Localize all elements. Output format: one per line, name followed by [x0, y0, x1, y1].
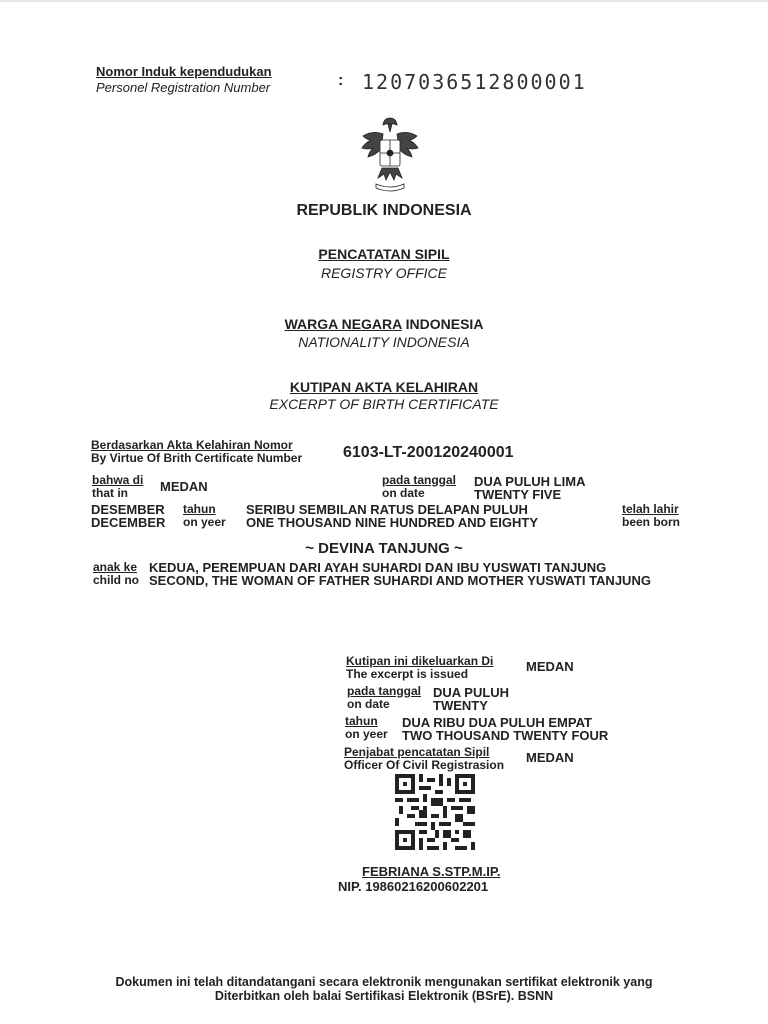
top-border	[0, 0, 768, 2]
title-republic: REPUBLIK INDONESIA	[296, 202, 472, 219]
issue-year-value-en: TWO THOUSAND TWENTY FOUR	[402, 728, 609, 743]
issue-year-value	[402, 716, 608, 742]
date-label	[382, 474, 456, 500]
month-id: DESEMBER	[91, 502, 165, 517]
born-label-en: been born	[622, 515, 681, 529]
cert-number: 6103-LT-200120240001	[343, 444, 514, 461]
signer-nip: NIP. 19860216200602201	[338, 879, 489, 894]
issue-date-label	[347, 685, 421, 711]
child-label-id: anak ke	[93, 560, 138, 574]
title-nationality-id	[0, 316, 768, 332]
date-value	[474, 475, 585, 501]
month-value	[91, 503, 165, 529]
issue-year-label	[345, 715, 388, 741]
issue-date-label-en: on date	[347, 697, 390, 711]
nik-value: 1207036512800001	[362, 70, 587, 94]
year-value-en: ONE THOUSAND NINE HUNDRED AND EIGHTY	[246, 515, 539, 530]
issue-date-value-id: DUA PULUH	[433, 685, 510, 700]
garuda-emblem-icon	[358, 112, 422, 194]
footer-line-2: Diterbitkan oleh balai Sertifikasi Elektronik (BSrE). BSNN	[214, 989, 554, 1003]
cert-label	[91, 439, 302, 465]
nationality-id-b: INDONESIA	[405, 316, 484, 332]
date-value-id: DUA PULUH LIMA	[474, 474, 586, 489]
year-label	[183, 503, 226, 529]
date-label-id: pada tanggal	[382, 473, 457, 487]
year-value-id: SERIBU SEMBILAN RATUS DELAPAN PULUH	[246, 502, 528, 517]
issue-year-label-id: tahun	[345, 714, 378, 728]
cert-label-en: By Virtue Of Brith Certificate Number	[91, 451, 303, 465]
officer-value: MEDAN	[526, 750, 574, 765]
nationality-id-a: WARGA NEGARA	[284, 316, 402, 332]
nik-colon: :	[338, 72, 344, 89]
child-label-en: child no	[93, 573, 139, 587]
year-value	[246, 503, 538, 529]
issue-date-value-en: TWENTY	[433, 698, 488, 713]
date-value-en: TWENTY FIVE	[474, 487, 562, 502]
issue-year-label-en: on yeer	[345, 727, 388, 741]
nik-label-id: Nomor Induk kependudukan	[96, 64, 272, 79]
issued-label-id: Kutipan ini dikeluarkan Di	[346, 654, 494, 668]
footer-line-1: Dokumen ini telah ditandatangani secara elektronik mengunakan sertifikat elektronik yang	[115, 975, 653, 989]
officer-label-en: Officer Of Civil Registrasion	[344, 758, 505, 772]
officer-label-id: Penjabat pencatatan Sipil	[344, 745, 490, 759]
born-label-id: telah lahir	[622, 502, 679, 516]
child-label	[93, 561, 139, 587]
cert-label-id: Berdasarkan Akta Kelahiran Nomor	[91, 438, 293, 452]
signer-name: FEBRIANA S.STP.M.IP.	[362, 864, 501, 879]
place-label-en: that in	[92, 486, 128, 500]
title-nationality-en: NATIONALITY INDONESIA	[298, 334, 470, 350]
issued-value: MEDAN	[526, 659, 574, 674]
issued-label-en: The excerpt is issued	[346, 667, 469, 681]
child-name: ~ DEVINA TANJUNG ~	[305, 540, 463, 557]
child-value	[149, 561, 651, 587]
nik-label	[96, 64, 272, 96]
year-label-en: on yeer	[183, 515, 226, 529]
year-label-id: tahun	[183, 502, 216, 516]
issued-label	[346, 655, 493, 681]
title-excerpt-id: KUTIPAN AKTA KELAHIRAN	[289, 379, 479, 395]
child-value-en: SECOND, THE WOMAN OF FATHER SUHARDI AND MOTHER YUSWATI TANJUNG	[149, 573, 651, 588]
place-label	[92, 474, 143, 500]
month-en: DECEMBER	[91, 515, 166, 530]
qr-code-icon	[395, 774, 475, 850]
title-excerpt-en: EXCERPT OF BIRTH CERTIFICATE	[269, 396, 499, 412]
issue-year-value-id: DUA RIBU DUA PULUH EMPAT	[402, 715, 592, 730]
place-value: MEDAN	[160, 479, 208, 494]
officer-label	[344, 746, 504, 772]
nik-label-en: Personel Registration Number	[96, 80, 271, 95]
issue-date-value	[433, 686, 509, 712]
child-value-id: KEDUA, PEREMPUAN DARI AYAH SUHARDI DAN IBU YUSWATI TANJUNG	[149, 560, 607, 575]
issue-date-label-id: pada tanggal	[347, 684, 422, 698]
place-label-id: bahwa di	[92, 473, 144, 487]
title-registry-en: REGISTRY OFFICE	[320, 265, 447, 281]
title-registry-id: PENCATATAN SIPIL	[318, 246, 450, 262]
born-label	[622, 503, 680, 529]
date-label-en: on date	[382, 486, 425, 500]
